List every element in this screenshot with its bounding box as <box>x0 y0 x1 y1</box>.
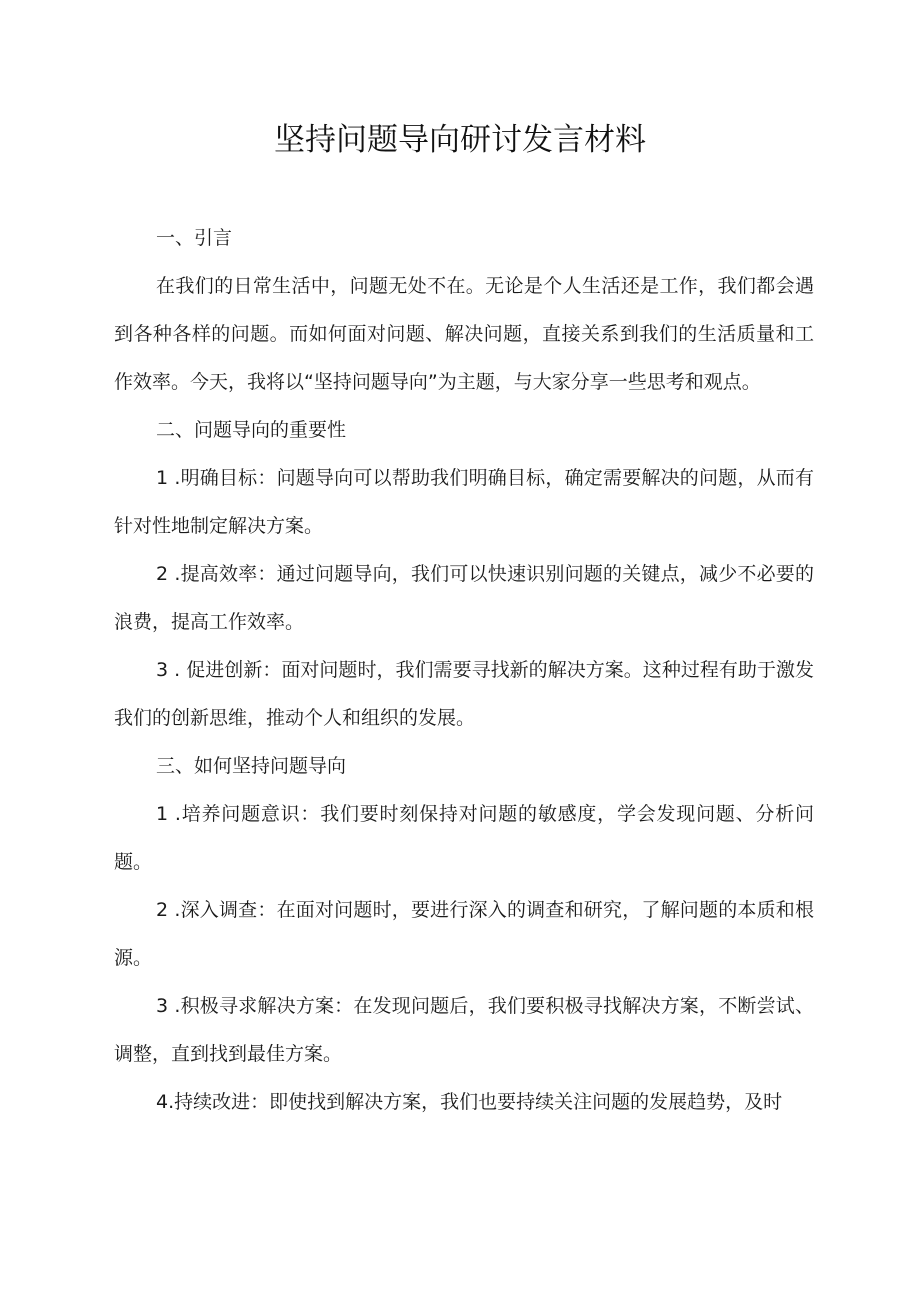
section-heading-howto: 三、如何坚持问题导向 <box>156 755 347 777</box>
list-item-howto-3: 3 .积极寻求解决方案：在发现问题后，我们要积极寻找解决方案，不断尝试、调整，直到找到最佳方案。 <box>114 995 814 1065</box>
list-item-howto-1: 1 .培养问题意识：我们要时刻保持对问题的敏感度，学会发现问题、分析问题。 <box>114 803 814 873</box>
paragraph-intro: 在我们的日常生活中，问题无处不在。无论是个人生活还是工作，我们都会遇到各种各样的问题。而如何面对问题、解决问题，直接关系到我们的生活质量和工作效率。今天，我将以“坚持问题导向”为主题，与大家分享一些思考和观点。 <box>114 275 814 393</box>
section-heading-importance: 二、问题导向的重要性 <box>156 419 347 441</box>
list-item-importance-3: 3 . 促进创新：面对问题时，我们需要寻找新的解决方案。这种过程有助于激发我们的创新思维，推动个人和组织的发展。 <box>114 659 814 729</box>
document-title: 坚持问题导向研讨发言材料 <box>274 122 646 158</box>
list-item-howto-2: 2 .深入调查：在面对问题时，要进行深入的调查和研究，了解问题的本质和根源。 <box>114 899 814 969</box>
list-item-importance-1: 1 .明确目标：问题导向可以帮助我们明确目标，确定需要解决的问题，从而有针对性地制定解决方案。 <box>114 467 814 537</box>
section-heading-intro: 一、引言 <box>156 227 233 249</box>
list-item-howto-4: 4.持续改进：即使找到解决方案，我们也要持续关注问题的发展趋势，及时 <box>156 1091 783 1113</box>
list-item-importance-2: 2 .提高效率：通过问题导向，我们可以快速识别问题的关键点，减少不必要的浪费，提高工作效率。 <box>114 563 814 633</box>
document-body <box>114 214 814 1126</box>
